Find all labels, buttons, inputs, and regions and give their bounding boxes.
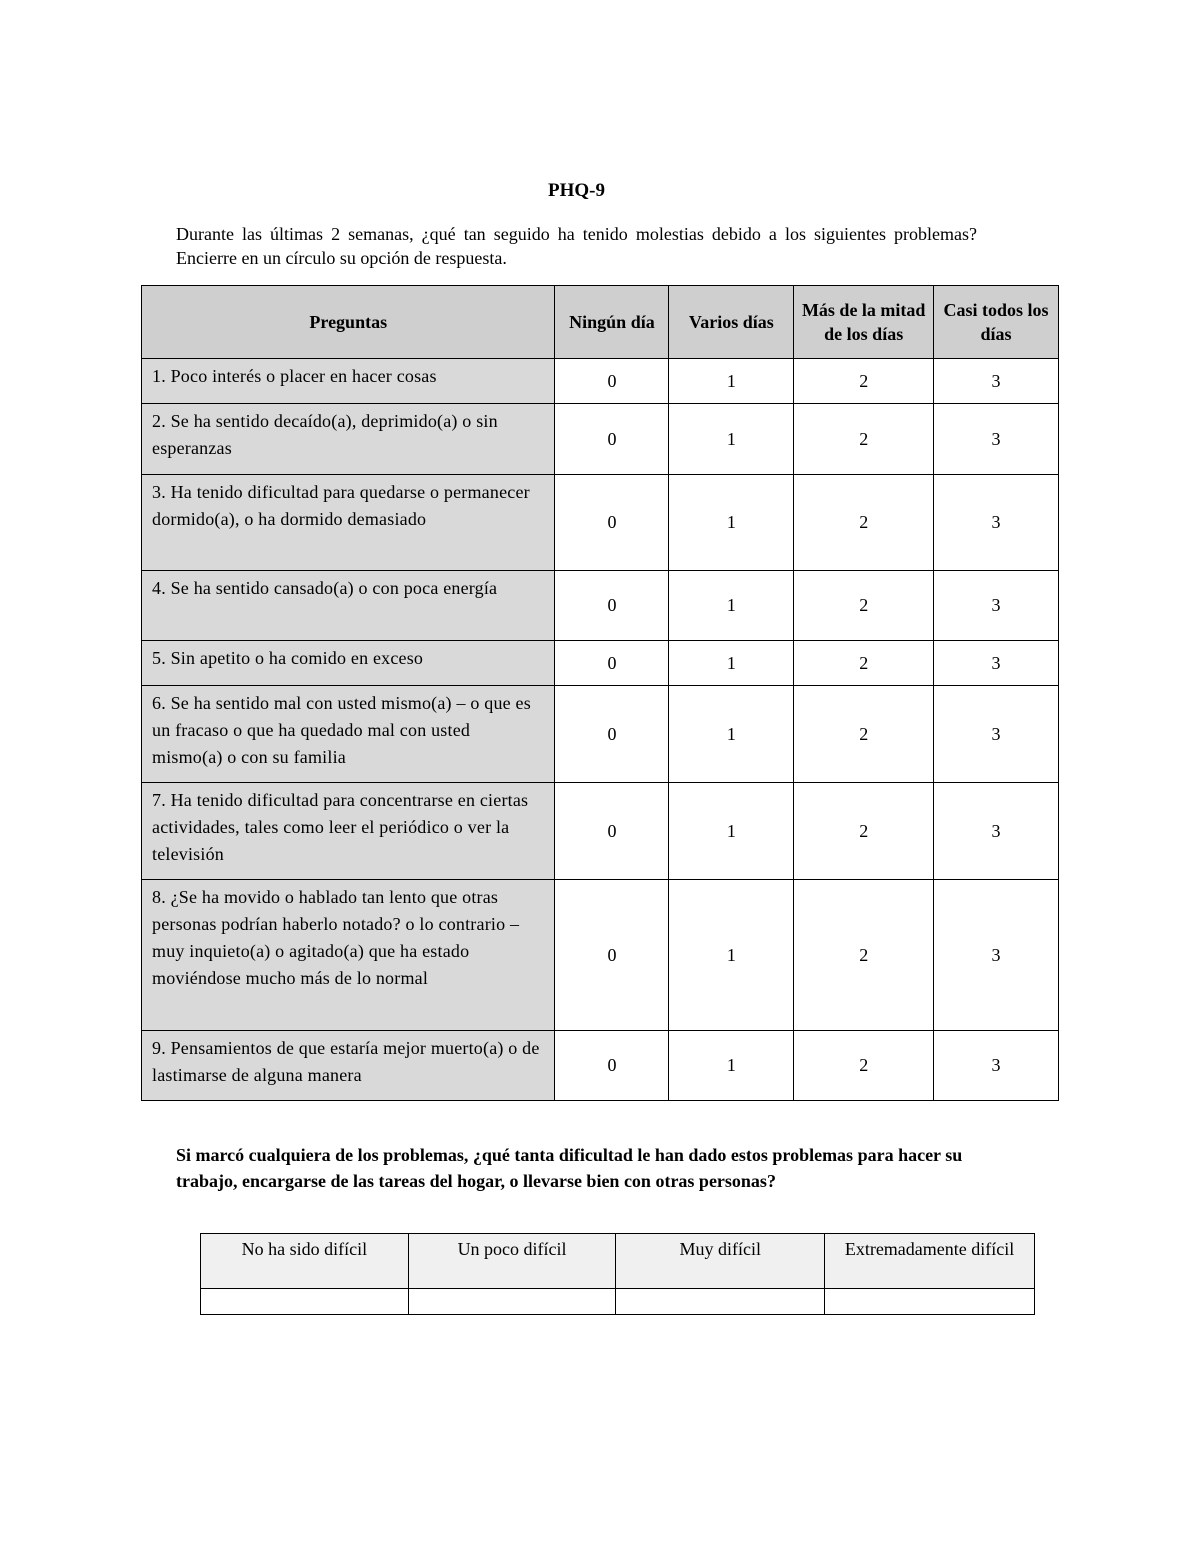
table-row [142,359,1059,404]
option-2[interactable]: 2 [794,571,934,641]
table-row [142,880,1059,1031]
question-cell: 1. Poco interés o placer en hacer cosas [142,359,555,404]
difficulty-table [200,1233,1035,1315]
option-no-dificil: No ha sido difícil [201,1234,409,1289]
intro-paragraph: Durante las últimas 2 semanas, ¿qué tan seguido ha tenido molestias debido a los siguientes problemas? Encierre en un círculo su opción de respuesta. [176,224,977,268]
option-1[interactable]: 1 [669,404,794,475]
answer-cell-no-dificil[interactable] [201,1289,409,1315]
option-extremadamente-dificil: Extremadamente difícil [825,1234,1035,1289]
option-0[interactable]: 0 [555,571,669,641]
question-cell: 6. Se ha sentido mal con usted mismo(a) – o que es un fracaso o que ha quedado mal con usted mismo(a) o con su familia [142,686,555,783]
answer-cell-extremadamente-dificil[interactable] [825,1289,1035,1315]
question-cell: 9. Pensamientos de que estaría mejor muerto(a) o de lastimarse de alguna manera [142,1031,555,1101]
option-1[interactable]: 1 [669,783,794,880]
option-2[interactable]: 2 [794,404,934,475]
table-row [142,475,1059,571]
option-1[interactable]: 1 [669,880,794,1031]
table-row [142,641,1059,686]
option-0[interactable]: 0 [555,783,669,880]
table-row [142,404,1059,475]
option-2[interactable]: 2 [794,783,934,880]
difficulty-question: Si marcó cualquiera de los problemas, ¿qué tanta dificultad le han dado estos problemas para hacer su trabajo, encargarse de las tareas del hogar, o llevarse bien con otras personas? [176,1145,963,1191]
answer-cell-poco-dificil[interactable] [408,1289,616,1315]
difficulty-header-row [201,1234,1035,1289]
option-2[interactable]: 2 [794,475,934,571]
table-row [142,571,1059,641]
option-2[interactable]: 2 [794,686,934,783]
option-3[interactable]: 3 [934,1031,1059,1101]
table-header-row [142,286,1059,359]
table-row [142,686,1059,783]
option-1[interactable]: 1 [669,641,794,686]
option-0[interactable]: 0 [555,475,669,571]
option-3[interactable]: 3 [934,359,1059,404]
question-cell: 4. Se ha sentido cansado(a) o con poca energía [142,571,555,641]
option-1[interactable]: 1 [669,475,794,571]
option-3[interactable]: 3 [934,571,1059,641]
table-row [142,1031,1059,1101]
header-casi-todos: Casi todos los días [934,286,1059,359]
option-0[interactable]: 0 [555,686,669,783]
option-2[interactable]: 2 [794,880,934,1031]
option-3[interactable]: 3 [934,404,1059,475]
difficulty-answer-row [201,1289,1035,1315]
question-cell: 2. Se ha sentido decaído(a), deprimido(a) o sin esperanzas [142,404,555,475]
phq9-table [141,285,1059,1101]
option-1[interactable]: 1 [669,571,794,641]
header-varios-dias: Varios días [669,286,794,359]
option-poco-dificil: Un poco difícil [408,1234,616,1289]
option-3[interactable]: 3 [934,641,1059,686]
header-mas-de-la-mitad: Más de la mitad de los días [794,286,934,359]
option-1[interactable]: 1 [669,359,794,404]
option-3[interactable]: 3 [934,475,1059,571]
question-cell: 7. Ha tenido dificultad para concentrarse en ciertas actividades, tales como leer el periódico o ver la televisión [142,783,555,880]
question-cell: 8. ¿Se ha movido o hablado tan lento que otras personas podrían haberlo notado? o lo contrario – muy inquieto(a) o agitado(a) que ha estado moviéndose mucho más de lo normal [142,880,555,1031]
option-muy-dificil: Muy difícil [616,1234,825,1289]
option-3[interactable]: 3 [934,686,1059,783]
question-cell: 3. Ha tenido dificultad para quedarse o permanecer dormido(a), o ha dormido demasiado [142,475,555,571]
option-3[interactable]: 3 [934,783,1059,880]
option-0[interactable]: 0 [555,1031,669,1101]
option-0[interactable]: 0 [555,359,669,404]
page-title: PHQ-9 [548,180,605,201]
header-ningun-dia: Ningún día [555,286,669,359]
answer-cell-muy-dificil[interactable] [616,1289,825,1315]
option-3[interactable]: 3 [934,880,1059,1031]
option-0[interactable]: 0 [555,404,669,475]
option-2[interactable]: 2 [794,359,934,404]
option-2[interactable]: 2 [794,1031,934,1101]
option-0[interactable]: 0 [555,641,669,686]
header-questions: Preguntas [142,286,555,359]
table-row [142,783,1059,880]
question-cell: 5. Sin apetito o ha comido en exceso [142,641,555,686]
option-0[interactable]: 0 [555,880,669,1031]
option-1[interactable]: 1 [669,1031,794,1101]
option-2[interactable]: 2 [794,641,934,686]
option-1[interactable]: 1 [669,686,794,783]
